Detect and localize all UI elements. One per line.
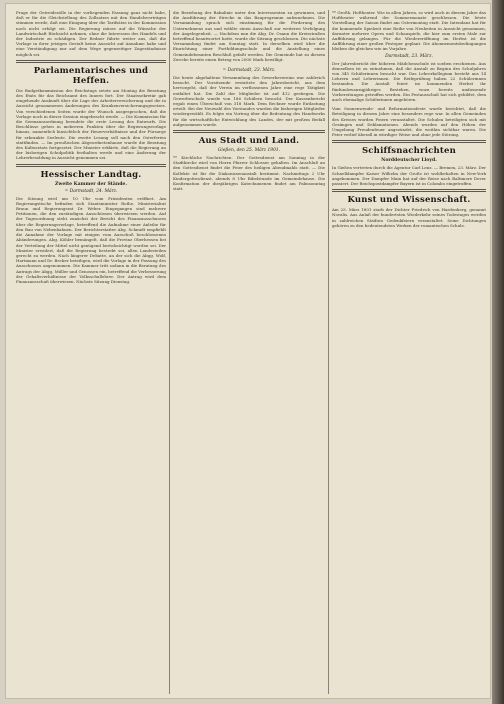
col2-paragraph-1: die Beziehung der Bahnlinie unter den Interessenten zu gewinnen, und die Ausführung der Strecke in das Bauprogramm aufzunehmen. Die Versammlung sprach sich einstimmig für die Förderung des Unternehmens aus und wählte einen Ausschuß zur weiteren Verfolgung der Angelegenheit. — Nachdem nun die Abg. Dr. Osann die Kreisstraßen betreffend beantwortet hatte, wurde die Sitzung geschlossen. Die nächste Versammlung findet am Sonntag statt. In derselben wird über die Einrichtung einer Fortbildungsschule und die Anstellung eines Gemeindebeamten Beschluß gefaßt werden. Die Gemeinde hat zu diesem Zwecke bereits einen Betrag von 2000 Mark bewilligt.	[173, 10, 325, 62]
column-1	[16, 10, 166, 694]
page-edge-shadow	[492, 0, 504, 704]
column-rule	[328, 10, 329, 694]
section-divider	[16, 60, 166, 63]
dateline-col3: Darmstadt, 23. März.	[385, 53, 433, 59]
parlament-paragraph: Die Budgetkommission des Reichstags setzte am Montag die Beratung des Etats für das Reichsamt des Innern fort. Der Staatssekretär gab eingehende Auskunft über die Lage der Arbeiterversicherung und die in Aussicht genommenen Änderungen des Krankenversicherungsgesetzes. Von verschiedenen Seiten wurde der Wunsch ausgesprochen, daß die Vorlage noch in dieser Session eingebracht werde. — Die Kommission für die Seemannsordnung beendete die erste Lesung des Entwurfs. Die Beschlüsse gehen in mehreren Punkten über die Regierungsvorlage hinaus, namentlich hinsichtlich der Heuerverhältnisse und der Fürsorge für erkrankte Seeleute. Die zweite Lesung soll nach den Osterferien stattfinden. — Im preußischen Abgeordnetenhause wurde die Beratung des Kultusetats fortgesetzt. Der Minister erklärte, daß die Regierung an der bisherigen Schulpolitik festhalten werde und eine Änderung der Lehrerbesoldung in Aussicht genommen sei.	[16, 87, 166, 161]
section-divider	[332, 189, 486, 192]
subheading-lloyd: Norddeutscher Lloyd.	[381, 158, 437, 164]
heading-schiffsnachrichten: Schiffsnachrichten	[361, 146, 457, 157]
section-divider	[173, 130, 325, 133]
column-rule	[169, 10, 170, 694]
col3-paragraph-2: Der Jahresbericht der höheren Mädchenschule ist soeben erschienen. Aus demselben ist zu entnehmen, daß die Anstalt zu Beginn des Schuljahres von 345 Schülerinnen besucht war. Das Lehrerkollegium besteht aus 14 Lehrern und Lehrerinnen. Die Reifeprüfung haben 22 Schülerinnen bestanden. Die Anstalt feiert im kommenden Herbst ihr fünfundzwanzigjähriges Bestehen, wozu bereits umfassende Vorbereitungen getroffen werden. Ein Festausschuß hat sich gebildet, dem auch ehemalige Schülerinnen angehören.	[332, 60, 486, 103]
column-2	[173, 10, 325, 694]
column-3	[332, 10, 486, 694]
landtag-paragraph: Die Sitzung wird um 10 Uhr vom Präsidenten eröffnet. Am Regierungstische befinden sich Staatsminister Rothe, Ministerialrat Braun und Regierungsrat Dr. Weber. Eingegangen sind mehrere Petitionen, die den zuständigen Ausschüssen überwiesen werden. Auf der Tagesordnung steht zunächst der Bericht des Finanzausschusses über die Regierungsvorlage, betreffend die Aufnahme einer Anleihe für den Bau von Nebenbahnen. Der Berichterstatter Abg. Schmidt empfiehlt die Annahme der Vorlage mit einigen vom Ausschuß beschlossenen Abänderungen. Abg. Köhler bemängelt, daß die Provinz Oberhessen bei der Verteilung der Mittel nicht genügend berücksichtigt worden sei. Der Minister erwidert, daß die Regierung bestrebt sei, allen Landesteilen gerecht zu werden. Nach längerer Debatte, an der sich die Abgg. Wolf, Hartmann und Dr. Becker beteiligen, wird die Vorlage in der Fassung des Ausschusses angenommen. Die Kammer tritt sodann in die Beratung des Antrags der Abgg. Müller und Genossen ein, betreffend die Verbesserung der Gehaltsverhältnisse der Volksschullehrer. Der Antrag wird dem Finanzausschuß überwiesen. Nächste Sitzung Dienstag.	[16, 195, 166, 284]
col3-paragraph-3: Vom Sonnenwende- und Reformationsfeste wurde berichtet, daß die Beteiligung in diesem Jahre eine besonders rege war. In allen Gemeinden des Kreises wurden Feiern veranstaltet. Die Schulen beteiligten sich mit Gesängen und Deklamationen. Abends wurden auf den Höhen der Umgebung Freudenfeuer angezündet, die weithin sichtbar waren. Die Feier verlief überall in würdiger Weise und ohne jede Störung.	[332, 106, 486, 138]
col2-paragraph-3: ** Kirchliche Nachrichten. Der Gottesdienst am Sonntag in der Stadtkirche wird von Herrn Pfarrer Schlosser gehalten. Im Anschluß an den Gottesdienst findet die Feier des heiligen Abendmahls statt. — Die Kollekte ist für die Diakonissenanstalt bestimmt. Nachmittags 2 Uhr Kindergottesdienst, abends 8 Uhr Bibelstunde im Gemeindehause. Die Konfirmation der diesjährigen Katechumenen findet am Palmsonntag statt.	[173, 155, 325, 192]
dateline-col2: = Darmstadt, 23. März.	[222, 68, 276, 74]
dateline-giessen: Gießen, den 25. März 1901.	[217, 148, 281, 154]
subheading-kammer: Zweite Kammer der Stände.	[55, 181, 127, 187]
heading-stadt-und-land: Aus Stadt und Land.	[198, 136, 300, 147]
heading-parlamentarisches: Parlamentarisches und Heffen.	[33, 65, 149, 86]
heading-kunst-wissenschaft: Kunst und Wissenschaft.	[347, 195, 471, 206]
col3-paragraph-5: Am 25. März 1801 starb der Dichter Friedrich von Hardenberg, genannt Novalis. Aus Anlaß der hundertsten Wiederkehr seines Todestages werden in zahlreichen Städten Gedenkfeiern veranstaltet. Seine Dichtungen gehören zu den bedeutendsten Werken der romantischen Schule.	[332, 207, 486, 228]
intro-paragraph: Frage der Getreidezölle in der vorliegenden Fassung ganz nicht habe, daß er für die Gleichstellung des Zollsatzes mit den Handelsverträgen stimmen werde, daß eine Einigung über die Tarifsätze in der Kommission noch nicht erfolgt sei. Die Regierung müsse auf die Wünsche der Landwirtschaft Rücksicht nehmen, ohne die Interessen des Handels und der Industrie zu schädigen. Der Redner führte weiter aus, daß die Vorlage in ihrer jetzigen Gestalt keine Aussicht auf Annahme habe und eine Verständigung nur auf dem Wege gegenseitiger Zugeständnisse möglich sei.	[16, 10, 166, 57]
col2-paragraph-2: Die heute abgehaltene Versammlung des Gewerbevereins war zahlreich besucht. Der Vorsitzende erstattete den Jahresbericht, aus dem hervorgeht, daß der Verein im verflossenen Jahre eine rege Tätigkeit entfaltet hat. Die Zahl der Mitglieder ist auf 412 gestiegen. Die Gewerbeschule wurde von 186 Schülern besucht. Der Kassenbericht ergab einen Überschuß von 318 Mark. Dem Rechner wurde Entlastung erteilt. Bei der Neuwahl des Vorstandes wurden die bisherigen Mitglieder wiedergewählt. Es folgte ein Vortrag über die Bedeutung des Handwerks für die wirtschaftliche Entwicklung des Landes, der mit großem Beifall aufgenommen wurde.	[173, 75, 325, 127]
heading-landtag: Hessischer Landtag.	[40, 169, 142, 180]
section-divider	[16, 164, 166, 167]
newspaper-page	[6, 4, 490, 698]
columns	[16, 10, 486, 694]
dateline-landtag: = Darmstadt, 24. März.	[64, 188, 118, 194]
section-divider	[332, 140, 486, 143]
col3-paragraph-1: ** Großh. Hoftheater. Wie in allen Jahren, so wird auch in diesem Jahre das Hoftheater während der Sommermonate geschlossen. Die letzte Vorstellung der Saison findet am Ostermontag statt. Die Intendanz hat für die kommende Spielzeit eine Reihe von Neuheiten in Aussicht genommen, darunter mehrere Opern und Schauspiele, die hier zum ersten Male zur Aufführung gelangen. Für die Wiedereröffnung im Herbst ist die Aufführung einer großen Festoper geplant. Die Abonnementsbedingungen bleiben die gleichen wie im Vorjahre.	[332, 10, 486, 52]
col3-paragraph-4: In Gießen vertreten durch die Agentur Carl Lenz. — Bremen, 23. März. Der Schnelldampfer Kaiser Wilhelm der Große ist wohlbehalten in New-York angekommen. Der Dampfer Main hat auf der Reise nach Baltimore Dover passiert. Der Reichspostdampfer Bayern ist in Colombo eingetroffen.	[332, 165, 486, 187]
